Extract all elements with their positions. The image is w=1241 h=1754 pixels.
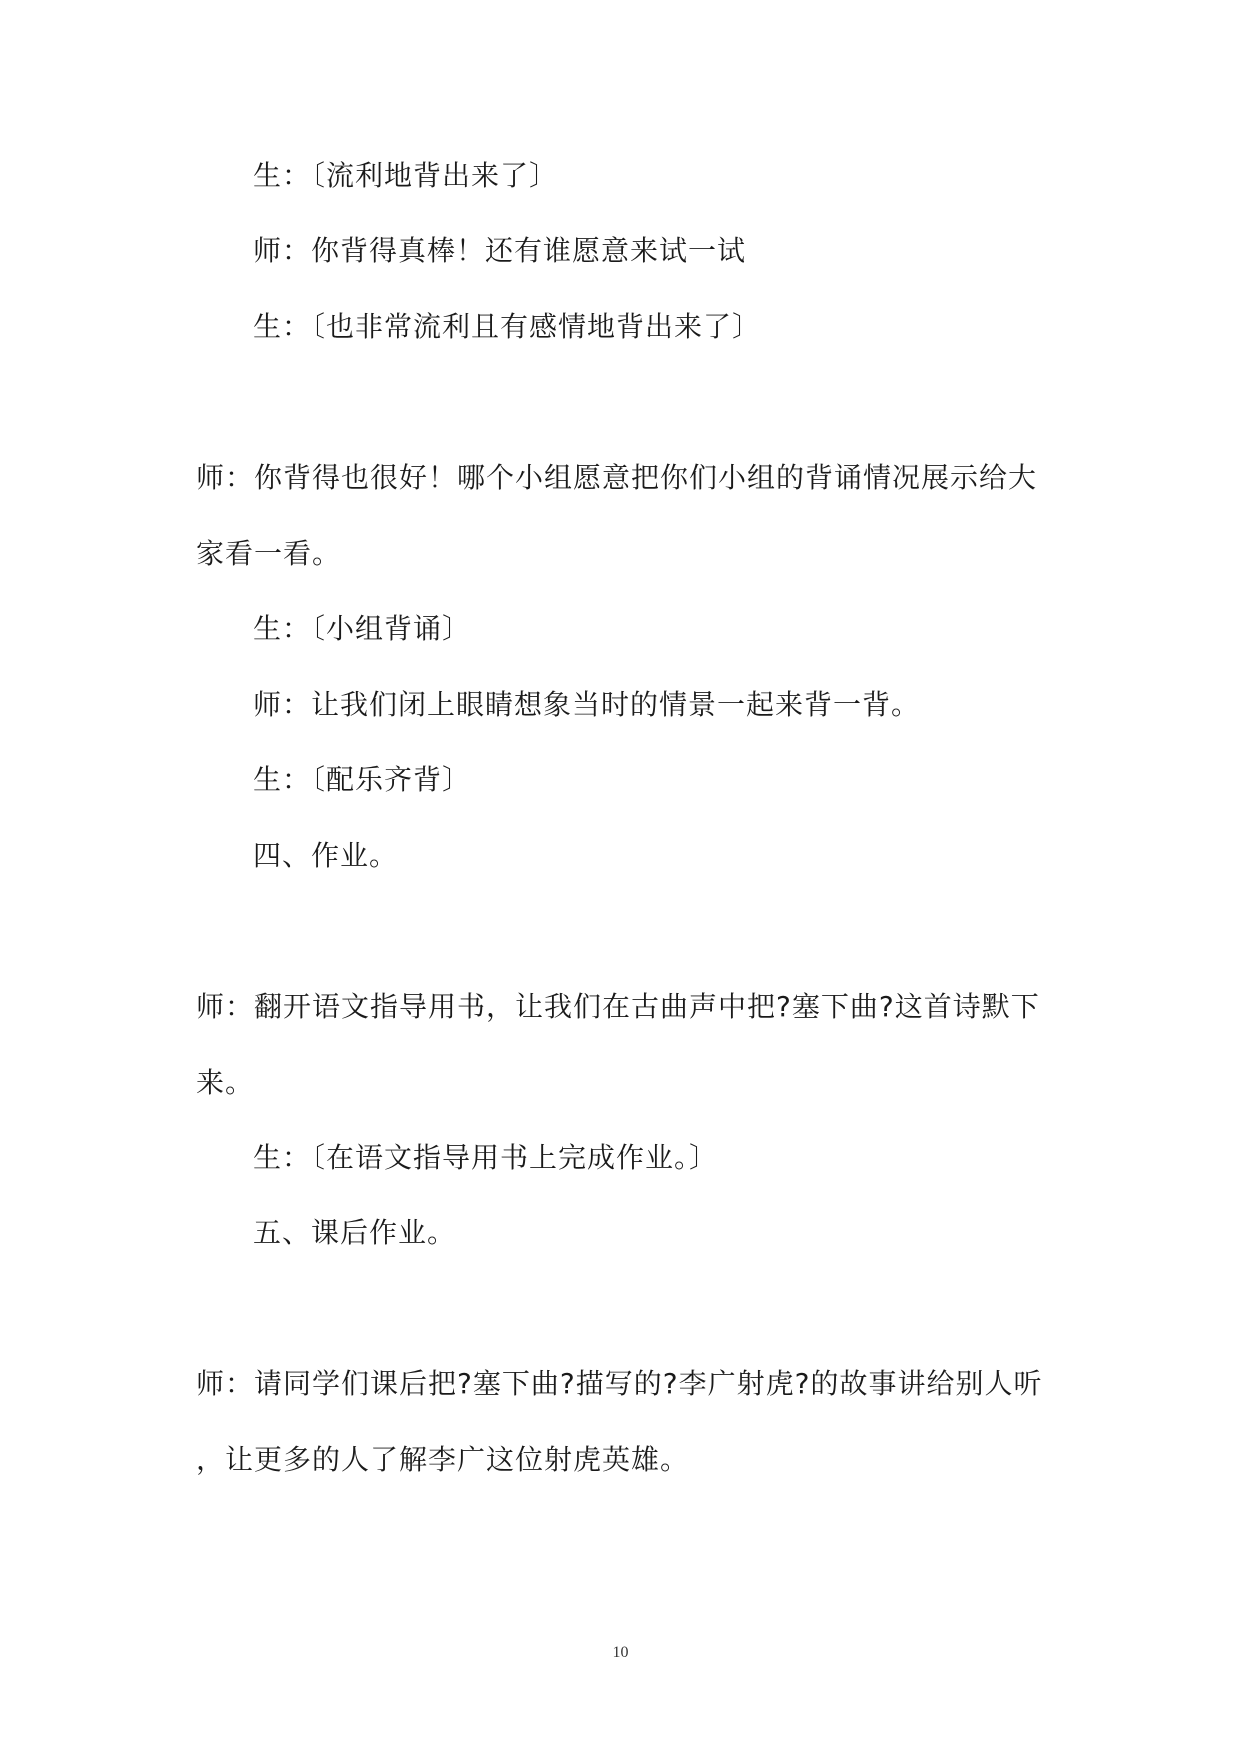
teacher-line-imagine: 师：让我们闭上眼睛想象当时的情景一起来背一背。 xyxy=(253,688,921,721)
student-line-recite-emotion: 生：〔也非常流利且有感情地背出来了〕 xyxy=(253,310,762,343)
section-heading-homework: 四、作业。 xyxy=(253,839,399,872)
student-line-group: 生：〔小组背诵〕 xyxy=(253,612,472,645)
student-line-recite: 生：〔流利地背出来了〕 xyxy=(253,159,559,192)
teacher-line-story: 师：请同学们课后把?塞下曲?描写的?李广射虎?的故事讲给别人听 xyxy=(196,1367,1043,1400)
student-line-complete: 生：〔在语文指导用书上完成作业。〕 xyxy=(253,1141,719,1174)
teacher-line-praise: 师：你背得真棒！还有谁愿意来试一试 xyxy=(253,234,747,267)
teacher-line-group-invite: 师：你背得也很好！哪个小组愿意把你们小组的背诵情况展示给大 xyxy=(196,461,1038,494)
teacher-line-write-cont: 来。 xyxy=(196,1066,255,1099)
teacher-line-write: 师：翻开语文指导用书，让我们在古曲声中把?塞下曲?这首诗默下 xyxy=(196,990,1040,1023)
teacher-line-group-invite-cont: 家看一看。 xyxy=(196,537,342,570)
page-number: 10 xyxy=(612,1644,629,1661)
student-line-music: 生：〔配乐齐背〕 xyxy=(253,763,472,796)
teacher-line-story-cont: ，让更多的人了解李广这位射虎英雄。 xyxy=(196,1443,690,1476)
section-heading-after-class: 五、课后作业。 xyxy=(253,1216,457,1249)
